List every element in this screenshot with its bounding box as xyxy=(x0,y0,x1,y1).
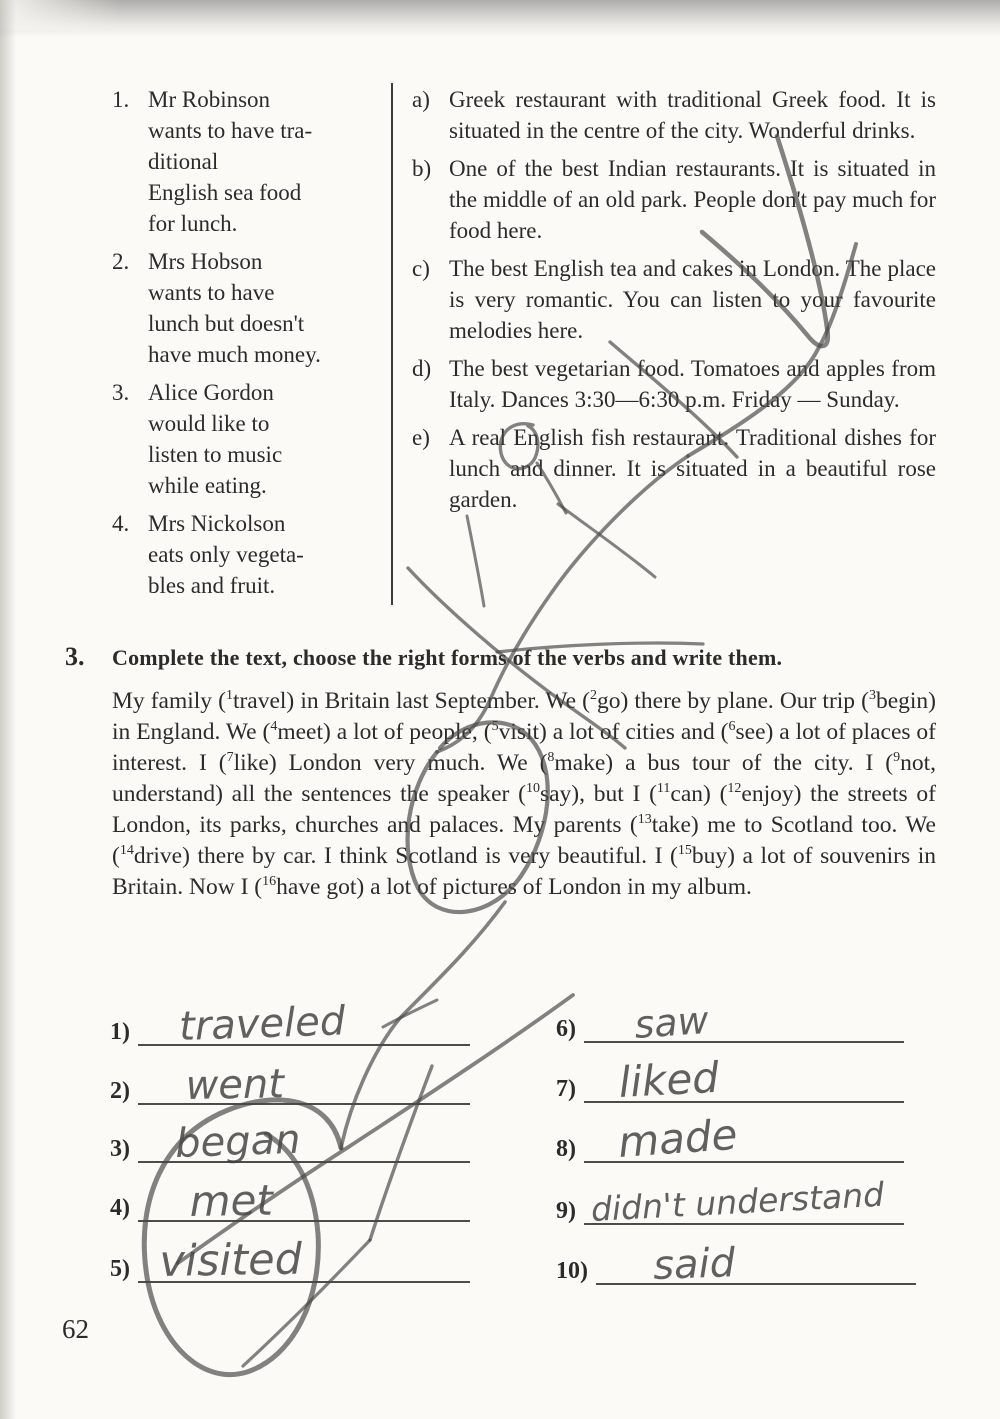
person-number: 3. xyxy=(112,380,130,405)
exercise-title: Complete the text, choose the right forms of the verbs and write them. xyxy=(112,645,783,670)
person-item xyxy=(112,246,384,370)
answer-label: 10) xyxy=(556,1258,588,1284)
answer-label: 8) xyxy=(556,1136,576,1162)
person-description: Mrs Nickolson eats only vegeta- bles and fruit. xyxy=(148,511,304,598)
person-number: 1. xyxy=(112,87,130,112)
person-item xyxy=(112,84,384,239)
restaurant-letter: a) xyxy=(412,87,430,112)
answer-blank-line xyxy=(584,989,904,1047)
restaurant-item xyxy=(412,253,936,346)
answer-blank-line xyxy=(138,1229,470,1287)
restaurant-description: Greek restaurant with traditional Greek food. It is situated in the centre of the city. Wonderful drinks. xyxy=(449,87,936,143)
restaurant-item xyxy=(412,84,936,146)
restaurant-list xyxy=(412,84,936,522)
answer-row xyxy=(110,1231,470,1287)
restaurant-letter: b) xyxy=(412,156,432,181)
person-description: Alice Gordon would like to listen to music while eating. xyxy=(148,380,283,498)
answer-row xyxy=(556,1109,904,1167)
restaurant-description: One of the best Indian restaurants. It is situated in the middle of an old park. People don't pay much for food here. xyxy=(449,156,936,243)
answer-blank-line xyxy=(138,1168,470,1226)
answer-blank-line xyxy=(584,1109,904,1167)
column-divider xyxy=(391,83,393,605)
answer-row xyxy=(556,1173,904,1229)
answer-blank-line xyxy=(584,1171,904,1229)
answer-blank-line xyxy=(138,1051,470,1109)
person-number: 4. xyxy=(112,511,130,536)
answer-row xyxy=(556,991,904,1047)
restaurant-item xyxy=(412,422,936,515)
scan-edge-left xyxy=(0,0,16,1419)
handwritten-answer: liked xyxy=(617,1052,721,1107)
exercise-heading xyxy=(65,642,937,672)
restaurant-letter: e) xyxy=(412,425,430,450)
scan-edge-top xyxy=(0,0,1000,38)
person-number: 2. xyxy=(112,249,130,274)
restaurant-description: The best vegetarian food. Tomatoes and apples from Italy. Dances 3:30—6:30 p.m. Friday — Sunday. xyxy=(449,356,936,412)
page-number: 62 xyxy=(62,1314,89,1344)
restaurant-description: A real English fish restaurant. Traditional dishes for lunch and dinner. It is situated in a beautiful rose garden. xyxy=(449,425,936,512)
answer-label: 9) xyxy=(556,1198,576,1224)
person-description: Mrs Hobson wants to have lunch but doesn't have much money. xyxy=(148,249,321,367)
exercise-number: 3. xyxy=(65,642,85,671)
answer-row xyxy=(556,1233,916,1289)
passage-text: My family ($^1$travel) in Britain last September. We ($^2$go) there by plane. Our trip ($^3$begin) in England. We ($^4$meet) a lot of people, ($^5$visit) a lot of cities and ($^6$see) a lot of places of interest. I ($^7$like) London very much. We ($^8$make) a bus tour of the city. I ($^9$not, understand) all the sentences the speaker ($^{10}$say), but I ($^{11}$can) ($^{12}$enjoy) the streets of London, its parks, churches and palaces. My parents ($^{13}$take) me to Scotland too. We ($^{14}$drive) there by car. I think Scotland is very beautiful. I ($^{15}$buy) a lot of souvenirs in Britain. Now I ($^{16}$have got) a lot of pictures of London in my album. xyxy=(112,688,937,900)
restaurant-item xyxy=(412,353,936,415)
answer-label: 2) xyxy=(110,1078,130,1104)
answer-row xyxy=(556,1051,904,1107)
handwritten-answer: said xyxy=(652,1240,736,1289)
handwritten-answer: traveled xyxy=(178,998,346,1050)
answer-label: 6) xyxy=(556,1016,576,1042)
answer-blank-line xyxy=(138,1109,470,1167)
restaurant-description: The best English tea and cakes in London. The place is very romantic. You can listen to your favourite melodies here. xyxy=(449,256,936,343)
handwritten-answer: made xyxy=(616,1109,739,1167)
answer-label: 5) xyxy=(110,1256,130,1282)
handwritten-answer: visited xyxy=(159,1234,303,1287)
handwritten-answer: didn't understand xyxy=(589,1174,885,1229)
answer-row xyxy=(110,1170,470,1226)
answer-label: 1) xyxy=(110,1019,130,1045)
restaurant-item xyxy=(412,153,936,246)
answer-blank-line xyxy=(138,992,470,1050)
person-item xyxy=(112,377,384,501)
answer-label: 7) xyxy=(556,1076,576,1102)
handwritten-answer: began xyxy=(174,1116,302,1167)
answer-row xyxy=(110,994,470,1050)
handwritten-answer: saw xyxy=(632,997,710,1047)
answer-row xyxy=(110,1053,470,1109)
answer-blank-line xyxy=(584,1049,904,1107)
people-list xyxy=(112,84,384,608)
person-item xyxy=(112,508,384,601)
answer-label: 3) xyxy=(110,1136,130,1162)
answer-label: 4) xyxy=(110,1195,130,1221)
handwritten-answer: met xyxy=(189,1175,274,1226)
answer-blank-line xyxy=(596,1231,916,1289)
restaurant-letter: d) xyxy=(412,356,432,381)
answer-row xyxy=(110,1111,470,1167)
person-description: Mr Robinson wants to have tra- ditional English sea food for lunch. xyxy=(148,87,313,236)
restaurant-letter: c) xyxy=(412,256,430,281)
handwritten-answer: went xyxy=(185,1061,285,1109)
